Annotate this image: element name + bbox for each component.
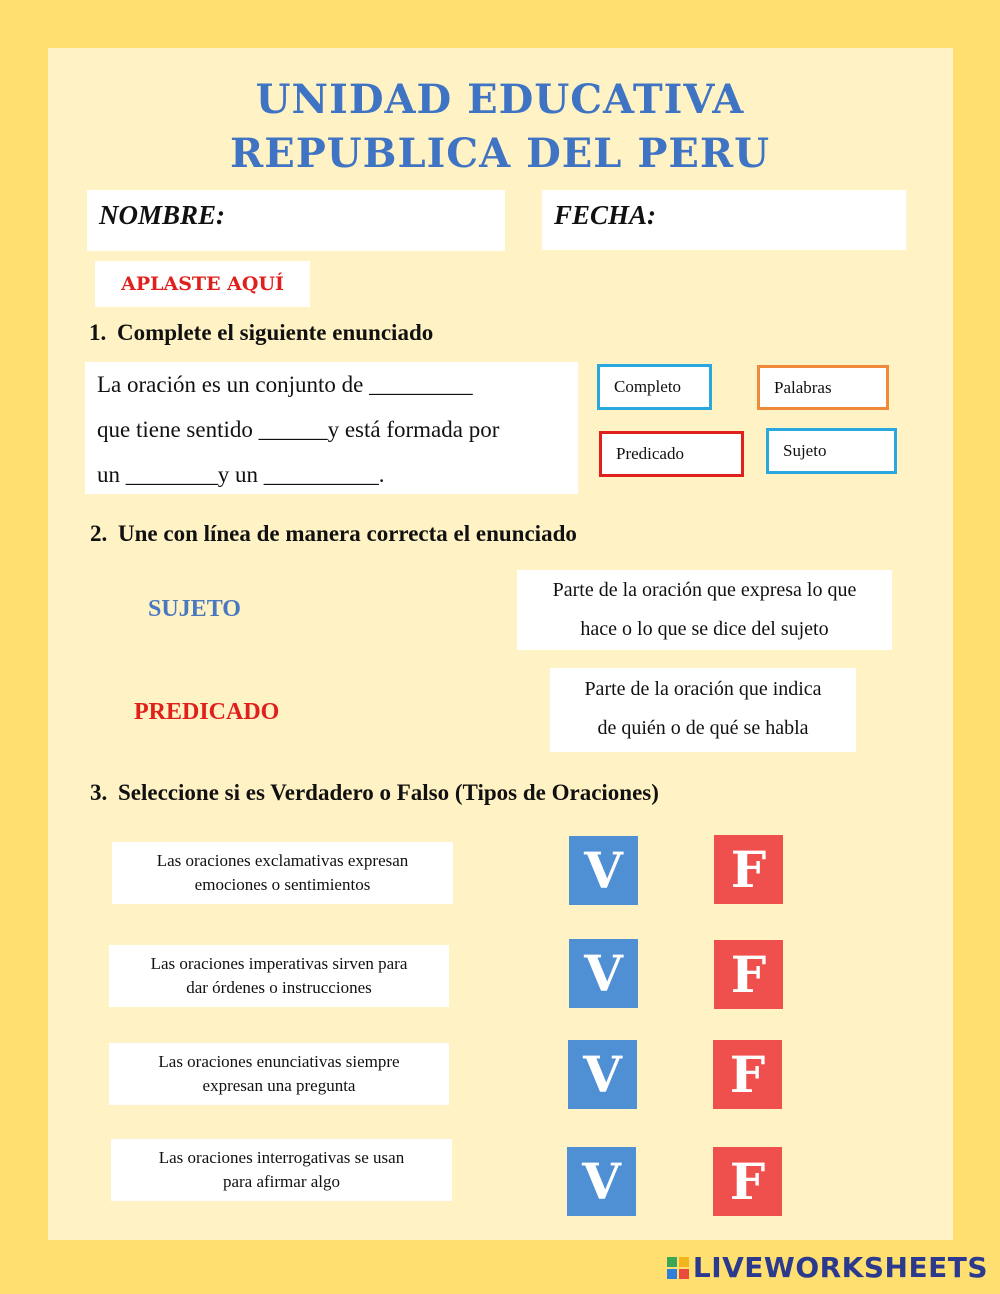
statement-4	[111, 1139, 452, 1201]
statement-1-line-1: Las oraciones exclamativas expresan	[156, 851, 409, 870]
statement-3-line-2: expresan una pregunta	[202, 1076, 356, 1095]
true-button-4[interactable]: V	[567, 1147, 636, 1216]
date-field[interactable]	[542, 190, 906, 250]
option-sujeto[interactable]: Sujeto	[766, 428, 897, 474]
name-label: NOMBRE:	[99, 200, 226, 230]
question-2-title: Une con línea de manera correcta el enunciado	[118, 521, 577, 546]
true-button-3[interactable]: V	[568, 1040, 637, 1109]
term-sujeto[interactable]: SUJETO	[148, 596, 241, 622]
title-line-2: REPUBLICA DEL PERU	[229, 130, 771, 177]
question-2-heading	[90, 521, 577, 547]
question-3-title: Seleccione si es Verdadero o Falso (Tipos de Oraciones)	[118, 780, 659, 805]
definition-2-line-2: de quién o de qué se habla	[597, 717, 809, 739]
definition-1[interactable]	[517, 570, 892, 650]
question-3-number: 3.	[90, 780, 108, 805]
statement-3	[109, 1043, 449, 1105]
date-label: FECHA:	[554, 200, 657, 230]
question-1-title: Complete el siguiente enunciado	[117, 320, 434, 345]
statement-2-line-1: Las oraciones imperativas sirven para	[150, 954, 408, 973]
true-button-1[interactable]: V	[569, 836, 638, 905]
false-button-2[interactable]: F	[714, 940, 783, 1009]
statement-2	[109, 945, 449, 1007]
true-button-2[interactable]: V	[569, 939, 638, 1008]
liveworksheets-logo[interactable]	[667, 1251, 988, 1284]
false-button-1[interactable]: F	[714, 835, 783, 904]
option-completo[interactable]: Completo	[597, 364, 712, 410]
q1-line-3: un ________y un __________.	[97, 462, 385, 487]
liveworksheets-brand-text: LIVEWORKSHEETS	[692, 1251, 988, 1284]
question-3-heading	[90, 780, 659, 806]
question-2-number: 2.	[90, 521, 108, 546]
statement-4-line-1: Las oraciones interrogativas se usan	[158, 1148, 405, 1167]
q1-line-2: que tiene sentido ______y está formada por	[97, 417, 500, 442]
statement-1-line-2: emociones o sentimientos	[194, 875, 371, 894]
question-1-heading	[89, 320, 433, 346]
definition-2-line-1: Parte de la oración que indica	[584, 678, 822, 700]
question-1-number: 1.	[89, 320, 107, 345]
name-field[interactable]	[87, 190, 505, 251]
definition-1-line-1: Parte de la oración que expresa lo que	[552, 579, 857, 601]
statement-2-line-2: dar órdenes o instrucciones	[186, 978, 372, 997]
option-palabras[interactable]: Palabras	[757, 365, 889, 410]
title-line-1: UNIDAD EDUCATIVA	[255, 76, 745, 123]
statement-1	[112, 842, 453, 904]
statement-3-line-1: Las oraciones enunciativas siempre	[158, 1052, 400, 1071]
liveworksheets-logo-icon	[667, 1257, 689, 1279]
option-predicado[interactable]: Predicado	[599, 431, 744, 477]
false-button-3[interactable]: F	[713, 1040, 782, 1109]
false-button-4[interactable]: F	[713, 1147, 782, 1216]
aplaste-aqui-button[interactable]: APLASTE AQUÍ	[95, 261, 310, 307]
statement-4-line-2: para afirmar algo	[222, 1172, 341, 1191]
q1-line-1: La oración es un conjunto de _________	[97, 372, 473, 397]
definition-2[interactable]	[550, 668, 856, 752]
q1-sentence-box	[85, 362, 578, 494]
term-predicado[interactable]: PREDICADO	[134, 699, 280, 725]
definition-1-line-2: hace o lo que se dice del sujeto	[580, 618, 829, 640]
